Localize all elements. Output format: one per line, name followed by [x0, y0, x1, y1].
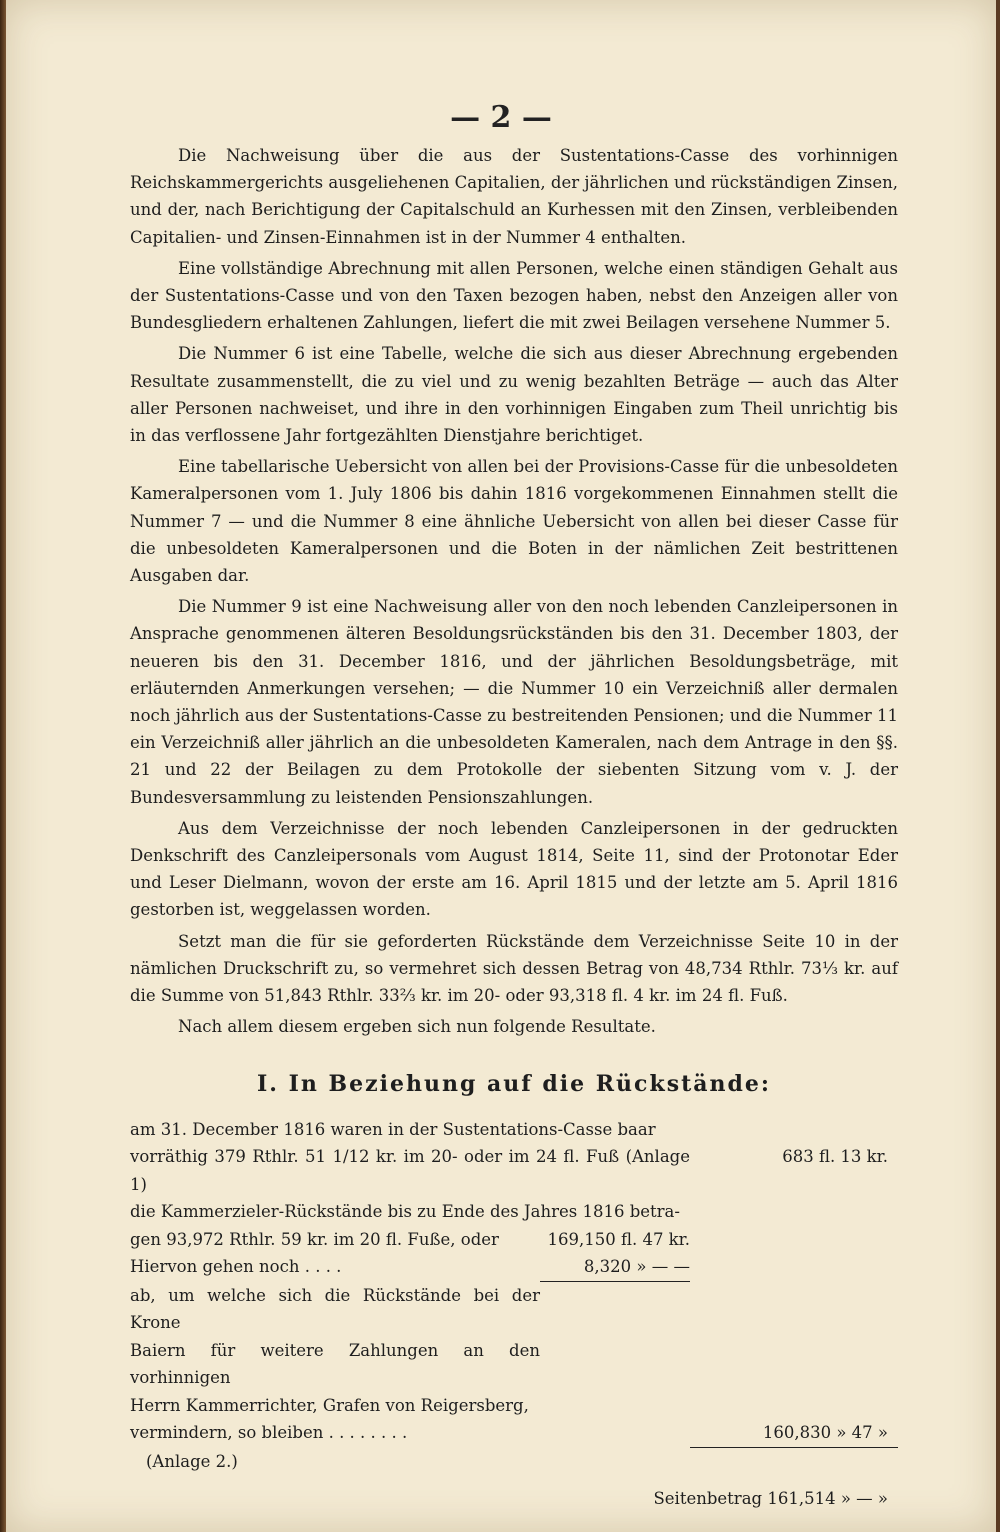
section-heading: I. In Beziehung auf die Rückstände: [256, 1070, 771, 1097]
account-row [130, 1282, 898, 1337]
account-text: (Anlage 2.) [146, 1451, 238, 1471]
paragraph-nummer-5: Eine vollständige Abrechnung mit allen Personen, welche einen ständigen Gehalt aus der Sustentations-Casse und von den Taxen bezogen haben, nebst den Anzeigen aller von Bundesgliedern erhaltenen Zahlungen, liefert die mit zwei Beilagen versehene Nummer 5. [130, 258, 898, 333]
page-number: — 2 — [450, 100, 552, 135]
account-row [130, 1419, 898, 1448]
account-text: am 31. December 1816 waren in der Sustentations-Casse baar [130, 1119, 656, 1139]
paragraph-nummer-9-11: Die Nummer 9 ist eine Nachweisung aller von den noch lebenden Canzleipersonen in Ansprache genommenen älteren Besoldungsrückständen bis den 31. December 1803, der neueren bis den 31. December 1816, und der jährlichen Besoldungsbeträge, mit erläuternden Anmerkungen versehen; — die Nummer 10 ein Verzeichniß aller dermalen noch jährlich aus der Sustentations-Casse zu bestreitenden Pensionen; und die Nummer 11 ein Verzeichniß aller jährlich an die unbesoldeten Kameralen, nach dem Antrage in den §§. 21 und 22 der Beilagen zu dem Protokolle der siebenten Sitzung vom v. J. der Bundesversammlung zu leistenden Pensionszahlungen. [130, 597, 898, 807]
account-row [130, 1337, 898, 1392]
page-body [130, 142, 898, 1513]
account-subamount: 8,320 » — — [540, 1253, 690, 1282]
page-total: Seitenbetrag 161,514 » — » [653, 1489, 888, 1509]
account-text: die Kammerzieler-Rückstände bis zu Ende des Jahres 1816 betra- [130, 1202, 680, 1222]
account-text: vorräthig 379 Rthlr. 51 1/12 kr. im 20- oder im 24 fl. Fuß (Anlage 1) [130, 1147, 690, 1194]
account-row [130, 1226, 898, 1254]
paragraph-nummer-7-8: Eine tabellarische Uebersicht von allen bei der Provisions-Casse für die unbesoldeten Kameralpersonen vom 1. July 1806 bis dahin 1816 vorgekommenen Einnahmen stellt die Nummer 7 — und die Nummer 8 eine ähnliche Uebersicht von allen bei dieser Casse für die unbesoldeten Kameralpersonen und die Boten in der nämlichen Zeit bestrittenen Ausgaben dar. [130, 457, 898, 586]
account-row [130, 1448, 898, 1476]
account-subamount: 169,150 fl. 47 kr. [547, 1229, 690, 1249]
account-text: gen 93,972 Rthlr. 59 kr. im 20 fl. Fuße, oder [130, 1229, 499, 1249]
account-text: vermindern, so bleiben . . . . . . . . [130, 1423, 408, 1443]
account-text: Herrn Kammerrichter, Grafen von Reigersberg, [130, 1395, 529, 1415]
account-amount: 683 fl. 13 kr. [782, 1147, 888, 1167]
account-amount: 160,830 » 47 » [690, 1419, 898, 1448]
account-row [130, 1198, 898, 1226]
paragraph-rueckstaende: Setzt man die für sie geforderten Rückstände dem Verzeichnisse Seite 10 in der nämlichen Druckschrift zu, so vermehret sich dessen Betrag von 48,734 Rthlr. 73⅓ kr. auf die Summe von 51,843 Rthlr. 33⅔ kr. im 20- oder 93,318 fl. 4 kr. im 24 fl. Fuß. [130, 931, 898, 1006]
account-text: ab, um welche sich die Rückstände bei der Krone [130, 1285, 540, 1333]
paragraph-nummer-4: Die Nachweisung über die aus der Sustentations-Casse des vorhinnigen Reichskammergerichts ausgeliehenen Capitalien, der jährlichen und rückständigen Zinsen, und der, nach Berichtigung der Capitalschuld an Kurhessen mit den Zinsen, verbleibenden Capitalien- und Zinsen-Einnahmen ist in der Nummer 4 enthalten. [130, 146, 898, 247]
account-row [130, 1253, 898, 1282]
paragraph-verzeichnis: Aus dem Verzeichnisse der noch lebenden Canzleipersonen in der gedruckten Denkschrift des Canzleipersonals vom August 1814, Seite 11, sind der Protonotar Eder und Leser Dielmann, wovon der erste am 16. April 1815 und der letzte am 5. April 1816 gestorben ist, weggelassen worden. [130, 818, 898, 920]
account-row [130, 1143, 898, 1198]
account-statement [130, 1116, 898, 1513]
paragraph-nummer-6: Die Nummer 6 ist eine Tabelle, welche die sich aus dieser Abrechnung ergebenden Resultate zusammenstellt, die zu viel und zu wenig bezahlten Beträge — auch das Alter aller Personen nachweiset, und ihre in den vorhinnigen Eingaben zum Theil unrichtig bis in das verflossene Jahr fortgezählten Dienstjahre berichtiget. [130, 344, 898, 446]
account-row [130, 1392, 898, 1420]
account-row [130, 1116, 898, 1144]
account-text: Hiervon gehen noch . . . . [130, 1257, 342, 1277]
account-text: Baiern für weitere Zahlungen an den vorhinnigen [130, 1340, 540, 1388]
paragraph-resultate: Nach allem diesem ergeben sich nun folgende Resultate. [178, 1017, 656, 1037]
document-page [6, 0, 996, 1532]
